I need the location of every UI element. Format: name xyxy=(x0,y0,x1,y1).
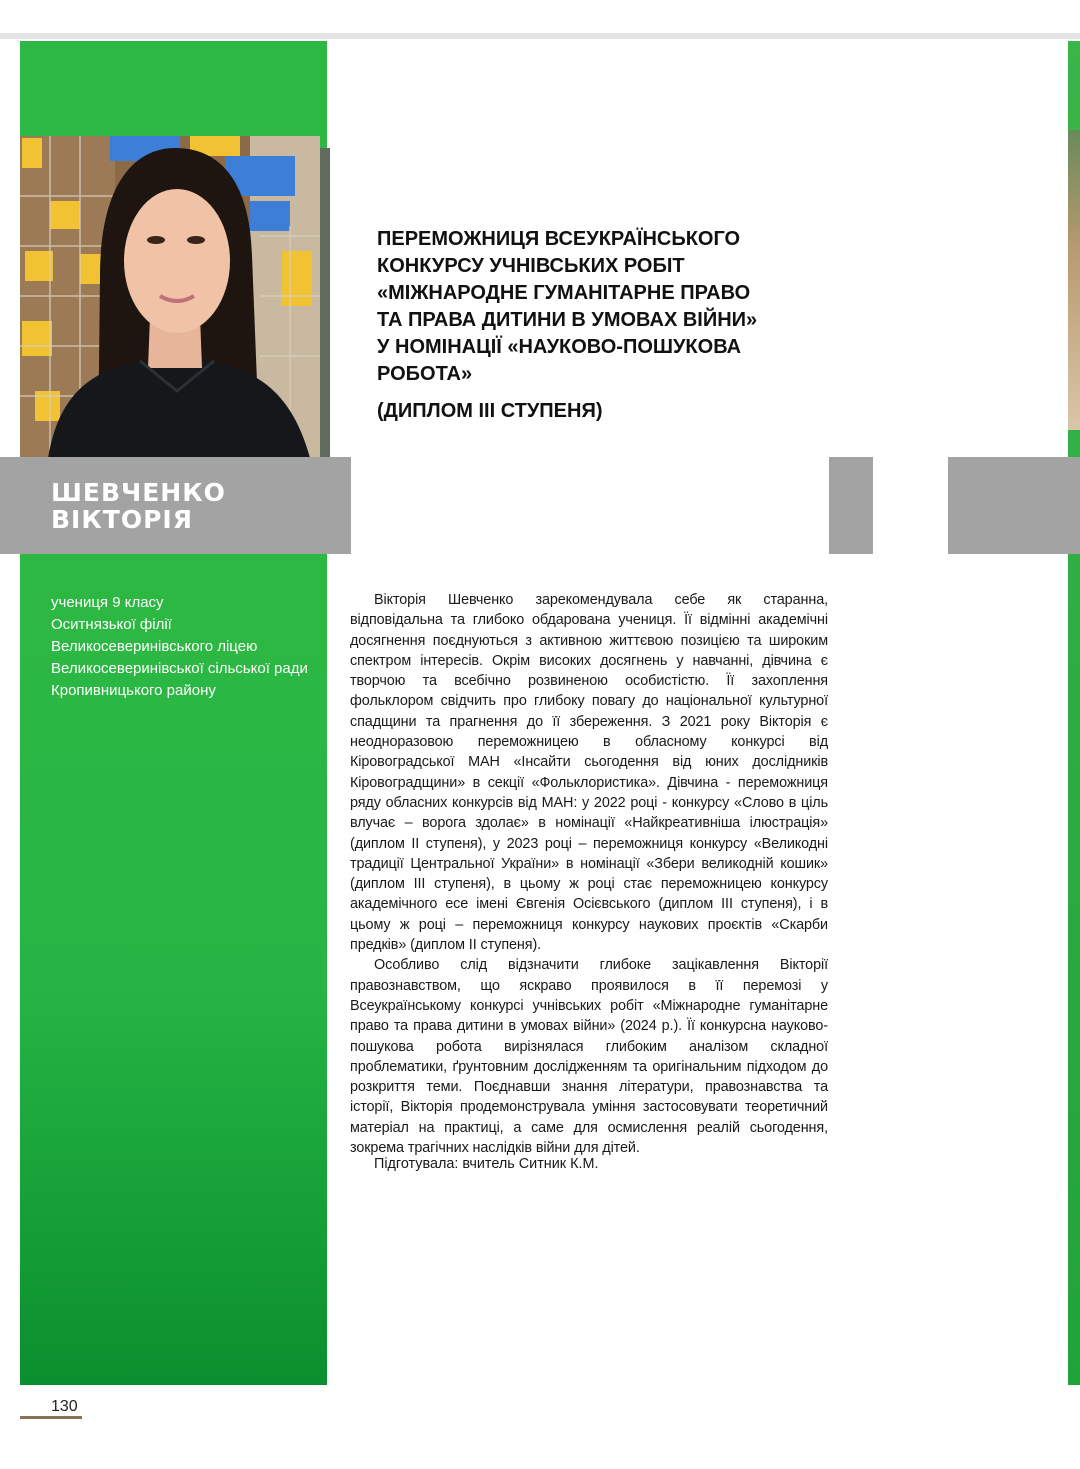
paragraph: Вікторія Шевченко зарекомендувала себе як старанна, відповідальна та глибоко обдарована учениця. Її відмінні академічні досягнення поєднуються з активною життєвою позицією та широким спектром інтересів. Окрім високих досягнень у навчанні, дівчина є творчою та всебічно розвиненою особистістю. Її захоплення фольклором свідчить про глибоку повагу до національної культурної спадщини та прагнення до її збереження. З 2021 року Вікторія є неодноразовою переможницею в обласному конкурсі від Кіровоградської МАН «Інсайти сьогодення від юних дослідників Кіровоградщини» в секції «Фольклористика». Дівчина - переможниця ряду обласних конкурсів від МАН: у 2022 році - конкурсу «Слово в ціль влучає – ворога здолає» в номінації «Найкреативніша ілюстрація» (диплом ІІ ступеня), у 2023 році – переможниця конкурсу «Великодні традиції Центральної України» в номінації «Збери великодній кошик» (диплом ІІІ ступеня), в цьому ж році стає переможницею конкурсу академічного есе імені Євгенія Осієвського (диплом ІІІ ступеня), і в цьому ж році – переможниця конкурсу наукових проєктів «Скарби предків» (диплом ІІ ступеня). xyxy=(350,592,828,954)
heading-line: КОНКУРСУ УЧНІВСЬКИХ РОБІТ xyxy=(377,255,685,277)
grey-accent-block-right xyxy=(948,457,1080,554)
top-rule xyxy=(0,33,1080,39)
name-given: ВІКТОРІЯ xyxy=(51,505,193,534)
diploma-label: (ДИПЛОМ ІІІ СТУПЕНЯ) xyxy=(377,400,603,422)
info-line: Кропивницького району xyxy=(51,682,216,699)
heading-line: ПЕРЕМОЖНИЦЯ ВСЕУКРАЇНСЬКОГО xyxy=(377,228,741,250)
grey-accent-block xyxy=(829,457,873,554)
info-line: Великосеверинівської сільської ради xyxy=(51,660,308,677)
heading-line: ТА ПРАВА ДИТИНИ В УМОВАХ ВІЙНИ» xyxy=(377,309,758,331)
portrait-photo xyxy=(20,136,320,458)
name-bar xyxy=(0,457,351,554)
page-number-rule xyxy=(20,1416,82,1419)
portrait-illustration xyxy=(20,136,320,458)
info-line: Оситнязької філії xyxy=(51,616,172,633)
info-line: Великосеверинівського ліцею xyxy=(51,638,258,655)
prepared-by: Підготувала: вчитель Ситник К.М. xyxy=(374,1156,599,1172)
heading-line: «МІЖНАРОДНЕ ГУМАНІТАРНЕ ПРАВО xyxy=(377,282,751,304)
student-info xyxy=(51,592,321,702)
heading-line: У НОМІНАЦІЇ «НАУКОВО-ПОШУКОВА xyxy=(377,336,742,358)
info-line: учениця 9 класу xyxy=(51,594,164,611)
heading-line: РОБОТА» xyxy=(377,363,473,385)
next-page-photo-edge xyxy=(1068,130,1080,430)
biography-text xyxy=(350,590,828,1158)
paragraph: Особливо слід відзначити глибоке зацікавлення Вікторії правознавством, що яскраво проявилося в її перемозі у Всеукраїнському конкурсі учнівських робіт «Міжнародне гуманітарне право та права дитини в умовах війни» (2024 р.). Її конкурсна науково-пошукова робота вирізнялася глибоким аналізом складної проблематики, ґрунтовним дослідженням та оригінальним підходом до розкриття теми. Поєднавши знання літератури, правознавства та історії, Вікторія продемонструвала уміння застосовувати теоретичний матеріал на практиці, а саме для осмислення реалій сьогодення, зокрема трагічних наслідків війни для дітей. xyxy=(350,957,828,1157)
achievement-heading xyxy=(377,226,797,388)
name-surname: ШЕВЧЕНКО xyxy=(51,478,226,507)
page-number: 130 xyxy=(51,1398,78,1415)
